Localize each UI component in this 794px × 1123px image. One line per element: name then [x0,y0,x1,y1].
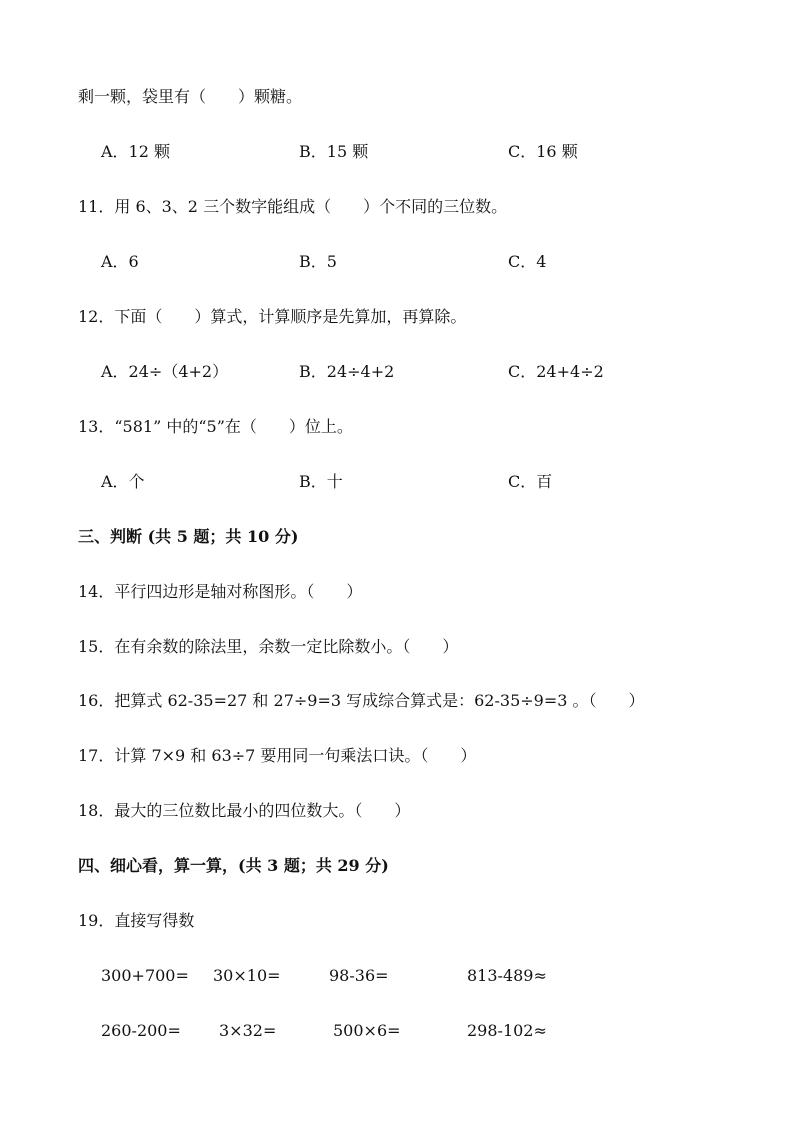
q10-tail-text: 剩一颗，袋里有（ ）颗糖。 [78,87,303,106]
q12-option-a: A．24÷（4+2） [101,362,229,381]
q15-text: 15．在有余数的除法里，余数一定比除数小。（ ） [78,637,459,656]
calc-item: 98-36= [329,966,389,985]
calc-item: 3×32= [219,1021,277,1040]
q16-text: 16．把算式 62-35=27 和 27÷9=3 写成综合算式是：62-35÷9=3 。（ ） [78,691,645,710]
q10-option-c: C．16 颗 [508,142,578,161]
calc-item: 260-200= [101,1021,181,1040]
q14-text: 14．平行四边形是轴对称图形。（ ） [78,582,363,601]
q12-text: 12．下面（ ）算式，计算顺序是先算加，再算除。 [78,307,467,326]
q12-option-c: C．24+4÷2 [508,362,604,381]
calc-item: 300+700= [101,966,189,985]
q12-option-b: B．24÷4+2 [299,362,395,381]
q11-option-a: A．6 [101,252,139,271]
section-4-heading: 四、细心看，算一算，(共 3 题；共 29 分) [78,856,389,875]
q11-text: 11．用 6、3、2 三个数字能组成（ ）个不同的三位数。 [78,197,508,216]
calc-item: 30×10= [213,966,281,985]
q10-option-b: B．15 颗 [299,142,369,161]
q11-option-c: C．4 [508,252,547,271]
q13-option-c: C．百 [508,472,553,491]
section-3-heading: 三、判断 (共 5 题；共 10 分) [78,527,299,546]
q17-text: 17．计算 7×9 和 63÷7 要用同一句乘法口诀。（ ） [78,746,477,765]
q10-option-a: A．12 颗 [101,142,171,161]
q13-option-a: A．个 [101,472,145,491]
q13-text: 13．“581” 中的“5”在（ ）位上。 [78,417,353,436]
calc-item: 813-489≈ [467,966,547,985]
calc-item: 500×6= [333,1021,401,1040]
q13-option-b: B．十 [299,472,343,491]
q18-text: 18．最大的三位数比最小的四位数大。（ ） [78,801,411,820]
calc-item: 298-102≈ [467,1021,547,1040]
q19-text: 19．直接写得数 [78,911,195,930]
q11-option-b: B．5 [299,252,337,271]
